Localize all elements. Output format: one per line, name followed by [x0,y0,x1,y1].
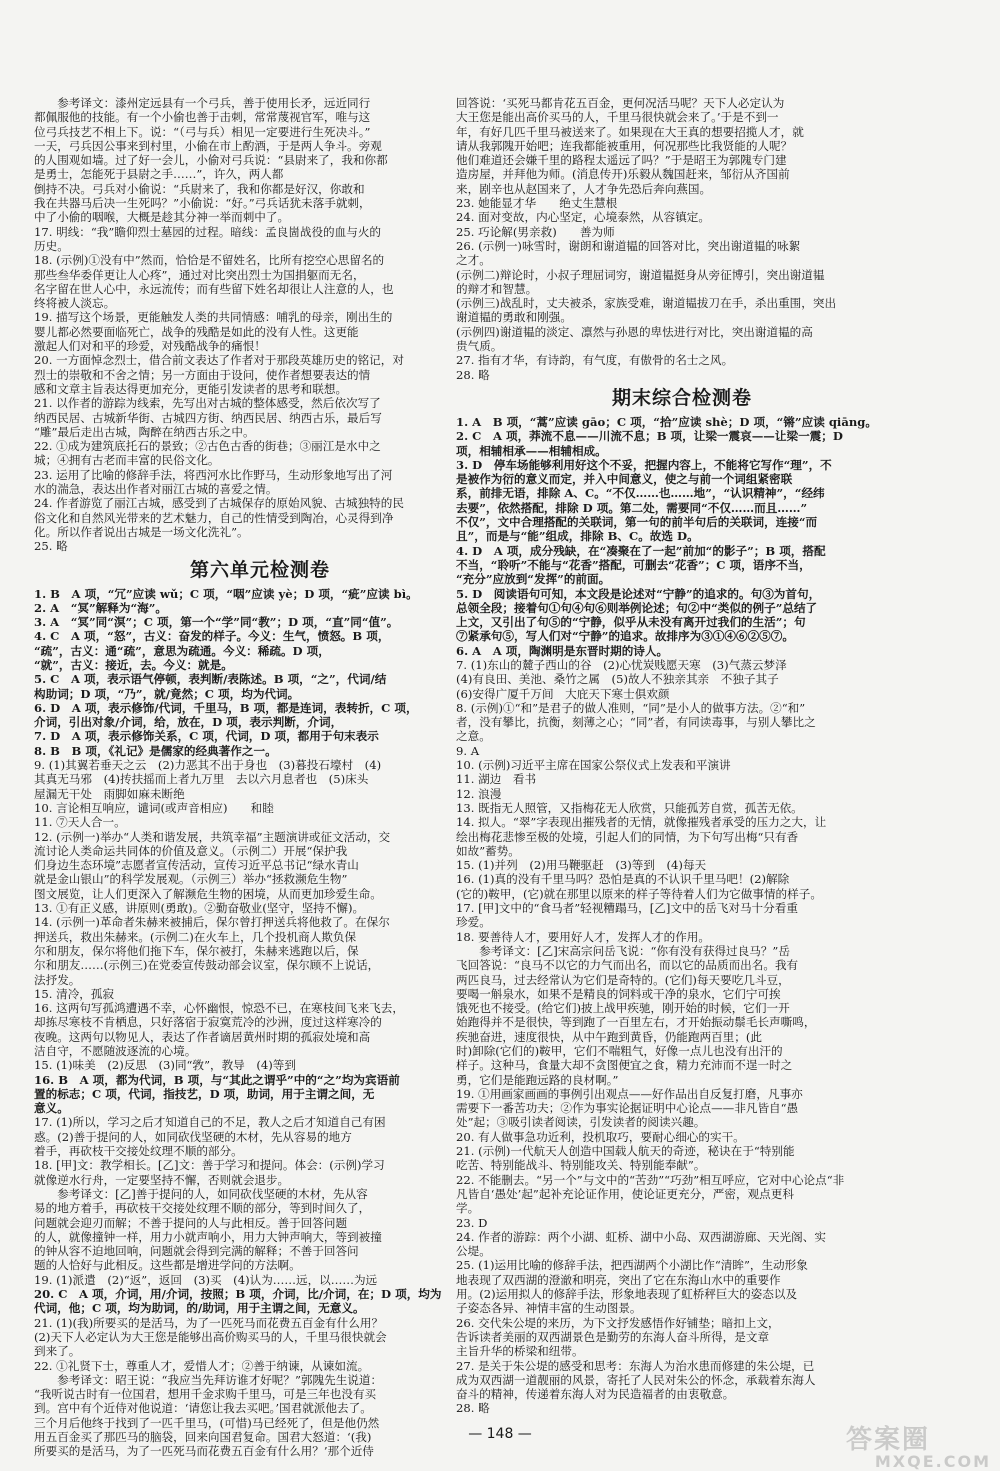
answer-line: 3. D 停车场能够利用好这个不妥，把握内容上，不能将它写作“理”，不 [456,457,832,472]
left-column [34,96,486,1459]
answer-line: 一天，弓兵因公事来到村里，小偷在市上酌酒，于是两人争斗。旁观 [34,138,382,153]
answer-line: 到。宫中有个近侍对他说道：‘请您让我去买吧。’国君就派他去了。 [34,1401,372,1416]
answer-line: 来，剧辛也从赵国来了，人才争先恐后奔向燕国。 [456,181,712,196]
answer-line: 16. (1)真的没有千里马吗？恐怕是真的不认识千里马吧！(2)解除 [456,872,790,887]
answer-line: (它的)鞍甲，(它)就在那里以原来的样子等待着人们为它做事情的样子。 [456,886,822,901]
answer-line: 纳西民居、古城新华街、古城四方街、纳西民居、纳西古乐，最后写 [34,410,382,425]
answer-line: 就是金山银山”的科学发展观。（示例三）举办“拯救濒危生物” [34,872,348,887]
answer-line: 28. 略 [456,1401,490,1416]
answer-line: 5. D 阅读语句可知，本文段是论述对“宁静”的追求的。句③为首句， [456,586,821,601]
answer-line: 12. 浪漫 [456,786,502,801]
answer-line: 26. (示例一)咏雪时，谢朗和谢道韫的回答对比，突出谢道韫的咏絮 [456,238,801,253]
answer-line: 16. B A 项，都为代词，B 项，与“其此之谓乎”中的“之”均为宾语前 [34,1072,400,1087]
answer-line: 图文展览，让人们更深入了解濒危生物的困境，从而更加珍爱生命。 [34,886,382,901]
answer-line: 子姿态各异、神情丰富的生动图景。 [456,1301,642,1316]
answer-line: 21. (示例)一代航天人创造中国载人航天的奇迹，秘诀在于“特别能 [456,1144,795,1159]
answer-line: 20. 一方面悼念烈士，借合前文表达了作者对于那段英雄历史的铭记，对 [34,353,404,368]
answer-line: 5. C A 项，表示语气停顿，表判断/表陈述。B 项，“之”，代词/结 [34,672,387,687]
answer-line: 24. 作者的游踪：两个小湖、虹桥、湖中小岛、双西湖游廊、天光阁、实 [456,1229,826,1244]
answer-line: 他们难道还会嫌千里的路程太遥远了吗？”于是昭王为郭隗专门建 [456,153,787,168]
section-heading: 期末综合检测卷 [611,386,752,409]
answer-line: 押送兵，救出朱赫来。(示例二)在火车上，几个投机商人欺负保 [34,929,357,944]
answer-line: 倒持不决。弓兵对小偷说：“兵尉来了，我和你都是好汉，你敢和 [34,181,365,196]
answer-line: 告诉读者美丽的双西湖景色是勤劳的东海人奋斗所得，是文章 [456,1329,770,1344]
answer-line: 题的人恰好与此相反。这些都是增进学问的方法啊。 [34,1258,301,1273]
answer-line: 所要买的是活马，为了一匹死马而花费五百金有什么用？’那个近侍 [34,1444,374,1459]
answer-line: 大王您是能出高价买马的人，千里马很快就会来了。’于是不到一 [456,110,779,125]
answer-line: 19. ①用画家画画的事例引出观点——好作品出自反复打磨，凡事亦 [456,1086,803,1101]
answer-line: 造房屋，并拜他为师。(消息传开)乐毅从魏国赶来，邹衍从齐国前 [456,167,790,182]
answer-line: 惑。(2)善于提问的人，如同砍伐坚硬的木材，先从容易的地方 [34,1129,352,1144]
answer-line: 问题就会迎刃而解；不善于提问的人与此相反。善于回答问题 [34,1215,348,1230]
answer-line: 就像逆水行舟，一定要坚持不懈，否则就会退步。 [34,1172,290,1187]
answer-line: 23. 她能显才华 绝丈生慧根 [456,196,618,211]
answer-line: 如故”蓄势。 [456,843,520,858]
answer-line: 不当，“聆听”不能与“花香”搭配，可删去“花香”；C 项，语序不当， [456,557,811,572]
answer-line: 之意。 [456,729,491,744]
answer-line: 27. 指有才华，有诗韵，有气度，有傲骨的名士之风。 [456,353,734,368]
answer-line: 23. D [456,1215,488,1230]
answer-line: 14. 拟人。“翠”字表现出摧残者的无情，就像摧残者承受的压力之大，让 [456,815,827,830]
answer-line: 9. (1)其翼若垂天之云 (2)力恶其不出于身也 (3)暮投石壕村 (4) [34,758,382,773]
answer-line: 吃苦、特别能战斗、特别能攻关、特别能奉献”。 [456,1158,706,1173]
answer-line: 10. 言论相互响应，谴词(或声音相应) 和睦 [34,800,274,815]
answer-line: 感和文章主旨表达得更加充分，更能引发读者的思考和联想。 [34,381,348,396]
answer-line: 15. (1)并列 (2)用马鞭驱赶 (3)等到 (4)每天 [456,858,707,873]
answer-line: 样子。这种马，食量大却不贪图便宜之食，精力充沛而不逞一时之 [456,1058,793,1073]
answer-line: 28. 略 [456,367,490,382]
page-number: — 148 — [468,1426,532,1442]
answer-line: 需要下一番苦功夫；②作为事实论据证明中心论点——非凡皆自“愚 [456,1101,799,1116]
answer-line: 主旨升华的桥梁和纽带。 [456,1344,584,1359]
answer-line: 24. 作者游览了丽江古城，感受到了古城保存的原始风貌、古城独特的民 [34,496,404,511]
answer-line: 15. 清冷，孤寂 [34,986,115,1001]
answer-line: 不仅”，文中合理搭配的关联词，第一句的前半句后的关联词，连接“而 [456,515,818,530]
answer-line: 4. D A 项，成分残缺，在“凑聚在了一起”前加“的影子”；B 项，搭配 [456,543,826,558]
answer-line: 4. C A 项，“怒”，古义：奋发的样子。今义：生气，愤怒。B 项， [34,629,390,644]
answer-line: 9. A [456,743,480,758]
answer-line: 婴儿都必然要面临死亡，战争的残酷是如此的没有人性。这更能 [34,324,359,339]
answer-line: 勇，它们是能跑远路的良材啊。” [456,1072,619,1087]
right-column [456,96,908,1416]
answer-line: 17. 明线：“我”瞻仰烈士墓园的过程。暗线：孟良崮战役的血与火的 [34,224,382,239]
answer-line: 18. [甲]文：教学相长。[乙]文：善于学习和提问。体会：(示例)学习 [34,1158,385,1173]
answer-line: 法抒发。 [34,972,81,987]
answer-line: 13. 既指无人照管，又指梅花无人欣赏，只能孤芳自赏，孤苦无依。 [456,800,803,815]
answer-line: 总领全段；接着句①句④句⑥则举例论述；句②中“类似的例子”总结了 [456,600,818,615]
answer-line: “雕”最后走出古城，陶醉在纳西古乐之中。 [34,424,255,439]
answer-line: 位弓兵技艺不相上下。说：“（弓与兵）相见一定要进行生死决斗。” [34,124,371,139]
answer-line: 流讨论人类命运共同体的价值及意义。（示例二）开展“保护我 [34,843,348,858]
answer-line: (示例二)辩论时，小叔子理屈词穷，谢道韫挺身从旁征博引，突出谢道韫 [456,267,825,282]
answer-line: 且”，而是与“能”组成，排除 B、C。故选 D。 [456,529,699,544]
answer-line: 用五百金买了那匹马的脑袋，回来向国君复命。国君大怒道：‘(我) [34,1430,372,1445]
answer-line: 激起人们对和平的珍爱，对残酷战争的痛恨！ [34,339,266,354]
answer-line: 疾驰奋进，速度很快，从中午跑到黄昏，仍能跑两百里；(此 [456,1029,762,1044]
answer-line: 25. 略 [34,539,68,554]
answer-line: 13. ①有正义感，讲原则(勇敢)。②勤奋敬业(坚守，坚持不懈)。 [34,901,365,916]
answer-line: 8. (示例)①“和”是君子的做人准则，“同”是小人的做事方法。②“和” [456,700,806,715]
answer-line: 22. ①成为建筑底托石的景致；②古色古香的街巷；③丽江是水中之 [34,439,381,454]
answer-line: 易的地方着手，再砍枝干交接处纹理不顺的部分，等到时间久了， [34,1201,371,1216]
answer-line: 都佩服他的技能。有一个小偷也善于击刺，常常蔑视官军，唯与这 [34,110,371,125]
answer-line: 绘出梅花悲惨至极的处境，引起人们的同情，为下句写出梅“只有香 [456,829,799,844]
answer-line: 14. (示例一)革命者朱赫来被捕后，保尔曾打押送兵将他救了。在保尔 [34,915,390,930]
answer-line: 19. 描写这个场景，更能触发人类的共同情感：哺乳的母亲，刚出生的 [34,310,393,325]
answer-line: 终将被人淡忘。 [34,296,116,311]
answer-line: 11. ⑦天人合一。 [34,815,126,830]
answer-line: 的人，就像撞钟一样，用力小就声响小，用力大钟声响大，等到被撞 [34,1229,382,1244]
answer-line: 22. 不能删去。“另一个”与文中的“苦劲”“巧劲”相互呼应，它对中心论点“非 [456,1172,845,1187]
answer-line: (6)安得广厦千万间 大庇天下寒士俱欢颜 [456,686,670,701]
answer-line: 11. 湖边 看书 [456,772,537,787]
answer-line: 构助词；D 项，“乃”，就/竟然；C 项，均为代词。 [34,686,300,701]
answer-line: 20. C A 项，介词，用/介词，按照；B 项，介词，比/介词，在；D 项，均为 [34,1287,442,1302]
answer-line: 21. 以作者的游踪为线索，先写出对古城的整体感受，然后依次写了 [34,396,381,411]
answer-line: 之才。 [456,253,491,268]
answer-line: 系，前排无语，排除 A、C。“不仅……也……地”，“认识精神”，“经纬 [456,486,825,501]
answer-line: 始跑得并不是很快，等到跑了一百里左右，才开始振动鬃毛长声嘶鸣， [456,1015,816,1030]
answer-line: 历史。 [34,238,69,253]
answer-line: 谢道韫的勇敢和刚强。 [456,310,572,325]
answer-line: 17. (1)所以，学习之后才知道自己的不足，教人之后才知道自己有困 [34,1115,386,1130]
answer-line: 19. (1)派遣 (2)“返”，返回 (3)买 (4)认为……远，以……为远 [34,1272,378,1287]
answer-line: 26. 交代朱公堤的来历，为下文抒发感悟作好铺垫；暗扣上文， [456,1315,780,1330]
answer-line: 的辩才和智慧。 [456,281,538,296]
answer-line: 12. (示例一)举办“人类和谐发展，共筑幸福”主题演讲或征文活动，交 [34,829,391,844]
answer-line: 公堤。 [456,1244,491,1259]
answer-line: 凡皆自‘愚处’起”起补充论证作用，使论证更充分，严密，观点更科 [456,1186,794,1201]
answer-line: 24. 面对变故，内心坚定，心境泰然，从容镇定。 [456,210,710,225]
answer-line: 的人围观如墙。过了好一会儿，小偷对弓兵说：“县尉来了，我和你都 [34,153,388,168]
answer-line: 意义。 [34,1101,69,1116]
answer-line: 7. D A 项，表示修饰关系，C 项，代词，D 项，都用于句末表示 [34,729,379,744]
answer-line: 请从我郭隗开始吧；连我都能被重用，何况那些比我贤能的人呢？ [456,138,793,153]
answer-line: 夜晚。这两句以物见人，表达了作者谪居黄州时期的孤寂处境和高 [34,1029,371,1044]
answer-line: 15. (1)味美 (2)反思 (3)同“敩”，教导 (4)等到 [34,1058,296,1073]
answer-line: 俗文化和自然风光带来的艺术魅力，自己的性情受到陶冶，心灵得到净 [34,510,394,525]
answer-line: “疏”，古义：通“疏”，意思为疏通。今义：稀疏。D 项， [34,643,330,658]
answer-line: 6. D A 项，表示修饰/代词，千里马，B 项，都是连词，表转折，C 项， [34,700,418,715]
answer-line: 置的标志；C 项，代词，指技艺，D 项，助词，用于主谓之间，无 [34,1086,375,1101]
answer-line: 的钟从容不迫地回响，问题就会得到完满的解释；不善于回答问 [34,1244,359,1259]
answer-line: 参考译文：[乙]善于提问的人，如同砍伐坚硬的木材，先从容 [34,1186,368,1201]
answer-line: 代词，他；C 项，均为助词，的/助词，用于主谓之间，无意义。 [34,1301,365,1316]
answer-line: (4)有良田、美池、桑竹之属 (5)故人不独亲其亲 不独子其子 [456,672,779,687]
answer-line: 们身边生态环境”志愿者宣传活动，宣传习近平总书记“绿水青山 [34,858,359,873]
answer-line: 饿死也不接受。(给它们)披上战甲疾驰，刚开始的时候，它们一开 [456,1001,790,1016]
answer-line: 时)卸除(它们的)鞍甲，它们不喘粗气，好像一点儿也没有出汗的 [456,1044,783,1058]
answer-line: 到来了。 [34,1344,81,1359]
answer-line: 屋漏无干处 雨脚如麻未断绝 [34,786,185,801]
answer-line: 处”起；③吸引读者阅读，引发读者的阅读兴趣。 [456,1115,706,1130]
section-heading: 第六单元检测卷 [189,558,330,581]
answer-line: 参考译文：漆州定远县有一个弓兵，善于使用长矛，远近同行 [34,96,371,110]
answer-line: 尔和朋友，保尔将他们拖下车，保尔被打，朱赫来逃跑以后，保 [34,943,359,958]
answer-line: 22. ①礼贤下士，尊重人才，爱惜人才；②善于纳谏，从谏如流。 [34,1358,370,1373]
answer-line: 参考译文：[乙]宋高宗问岳飞说：“你有没有获得过良马？”岳 [456,943,790,958]
answer-line: 其真无马邪 (4)抟扶摇而上者九万里 去以六月息者也 (5)床头 [34,772,369,787]
answer-line: 飞回答说：“良马不以它的力气而出名，而以它的品质而出名。我有 [456,958,799,973]
answer-line: 6. A A 项，陶渊明是东晋时期的诗人。 [456,643,669,658]
answer-line: “我听说古时有一位国君，想用千金求购千里马，可是三年也没有买 [34,1387,377,1402]
answer-line: 1. A B 项，“蒿”应读 gāo；C 项，“拾”应读 shè；D 项，“锵”应读 qiāng。 [456,414,877,429]
answer-line: 年，有好几匹千里马被送来了。如果现在大王真的想要招揽人才，就 [456,124,804,139]
answer-line: 我在共器马后决一生死吗？”小偷说：“好。”弓兵话犹未落手就刺， [34,196,371,211]
answer-line: “就”，古义：接近，去。今义：就是。 [34,657,233,672]
watermark-text: 答案圈 [846,1425,931,1455]
answer-line: 中了小偷的咽喉，大概是趁其分神一举而刺中了。 [34,210,290,225]
answer-line: (示例四)谢道韫的淡定、凛然与孙恩的卑怯进行对比，突出谢道韫的高 [456,324,813,339]
watermark-logo [846,1419,991,1471]
answer-line: 名字留在世人心中，永远流传；而有些留下姓名却很让人注意的人，也 [34,281,394,296]
answer-line: 者，没有攀比，抗衡，刻薄之心；“同”者，有同读毒事，与别人攀比之 [456,715,816,730]
answer-line: 18. 要善待人才，要用好人才，发挥人才的作用。 [456,929,710,944]
answer-line: 2. C A 项，莽流不息——川流不息；B 项，让梁一震哀——让梁一震；D [456,429,843,444]
answer-line: 珍爱。 [456,915,491,930]
answer-line: 参考译文：昭王说：“我应当先拜访谁才好呢？”郭隗先生说道： [34,1372,383,1387]
answer-line: 成为双西湖一道靓丽的风景，寄托了人民对朱公的怀念，承载着东海人 [456,1372,816,1387]
answer-line: 27. 是关于朱公堤的感受和思考：东海人为治水患而修建的朱公堤，已 [456,1358,815,1373]
answer-line: 18. (示例)①没有中”然而，恰恰是不留姓名，比所有挖空心思留名的 [34,253,385,268]
answer-line: (2)天下人必定认为大王您是能够出高价购买马的人，千里马很快就会 [34,1329,387,1344]
answer-line: 回答说：‘买死马都肯花五百金，更何况活马呢？天下人必定认为 [456,96,785,110]
answer-line: 2. A “冥”解释为“海”。 [34,600,167,615]
answer-line: 是勇士，怎能死于县尉之手……”，许久，两人都 [34,167,284,182]
answer-line: 洁自守，不愿随波逐流的心境。 [34,1044,197,1058]
answer-line: 两匹良马，过去经常认为它们是奇特的。(它们)每天要吃几斗豆， [456,972,790,987]
answer-line: 7. (1)东山的麓子西山的谷 (2)心忧炭贱愿天寒 (3)气蒸云梦泽 [456,657,787,672]
answer-line: 化。所以作者说出古城是一场文化洗礼”。 [34,524,249,539]
answer-line: 23. 运用了比喻的修辞手法，将西河水比作野马，生动形象地写出了河 [34,467,393,482]
answer-line: 介词，引出对象/介词，给，放在，D 项，表示判断，介词， [34,715,343,730]
answer-line: 贵气质。 [456,339,503,354]
answer-line: 上文，又引出了句⑤的“宁静，似乎从未没有离开过我们的生活”；句 [456,615,806,630]
answer-line: 却拣尽寒枝不肯栖息，只好落宿于寂寞荒冷的沙洲，度过这样寒冷的 [34,1015,382,1030]
answer-line: 奋斗的精神，传递着东海人对为民造福者的由衷敬意。 [456,1387,735,1402]
answer-line: “充分”应放到“发挥”的前面。 [456,572,611,587]
answer-line: 是被作为衍的意义而定，并入中间意义，使之与前一个词组紧密联 [456,472,793,487]
answer-line: 地表现了双西湖的澄澈和明亮，突出了它在东海山水中的重要作 [456,1272,781,1287]
answer-line: 25. 巧论解(男亲救) 善为师 [456,224,615,239]
answer-line: 17. [甲]文中的“食马者”轻视糟蹋马，[乙]文中的岳飞对马十分看重 [456,901,798,916]
answer-line: 1. B A 项，“冗”应读 wǔ；C 项，“咽”应读 yè；D 项，“疵”应读 bì。 [34,586,418,601]
answer-line: 去要”，依然搭配，排除 D 项。第二处，需要同“不仅……而且……” [456,500,808,515]
answer-line: 3. A “冥”同“溟”；C 项，第一个“学”同“教”；D 项，“直”同“值”。 [34,615,399,630]
answer-line: 20. 有人做事急功近利，投机取巧，要耐心细心的实干。 [456,1129,745,1144]
answer-line: 25. (1)运用比喻的修辞手法，把西湖两个小湖比作“清眸”，生动形象 [456,1258,808,1273]
watermark-url: MXQE.COM [874,1452,991,1471]
answer-line: 尔和朋友……(示例三)在党委宣传鼓动部会议室，保尔顾不上说话， [34,958,380,973]
answer-line: 那些叁华委佯更让人心疼”，通过对比突出烈士为国捐躯而无名， [34,267,365,282]
answer-line: 着手，再砍枝干交接处纹理不顺的部分。 [34,1144,243,1159]
answer-line: 城；④拥有古老而丰富的民俗文化。 [34,453,220,468]
answer-line: 8. B B 项，《礼记》是儒家的经典著作之一。 [34,743,277,758]
answer-line: 21. (1)(我)所要买的是活马，为了一匹死马而花费五百金有什么用？ [34,1315,384,1330]
answer-line: 项，相辅相承——相辅相成。 [456,443,607,458]
answer-line: 三个月后他终于找到了一匹千里马，(可惜)马已经死了，但是他仍然 [34,1415,380,1430]
answer-line: 学。 [456,1201,480,1216]
answer-line: 要喝一斛泉水，如果不是精良的饲料或干净的泉水，它们宁可挨 [456,986,781,1001]
answer-line: 烈士的崇敬和不舍之情；另一方面由于设问，使作者想要表达的情 [34,367,371,382]
answer-line: (示例三)战乱时，丈夫被杀，家族受难，谢道韫拔刀在手，杀出重围，突出 [456,296,837,311]
answer-line: 10. (示例)习近平主席在国家公祭仪式上发表和平演讲 [456,758,731,773]
answer-line: 水的湍急，表达出作者对丽江古城的喜爱之情。 [34,482,278,497]
answer-line: 用。(2)运用拟人的修辞手法，形象地表现了虹桥秤巨大的姿态以及 [456,1287,798,1302]
answer-line: 16. 这两句写孤鸿遭遇不幸，心怀幽恨，惊恐不已，在寒枝间飞来飞去， [34,1001,404,1016]
answer-line: ⑦紧承句⑤，写人们对“宁静”的追求。故排序为③①④⑥②⑤⑦。 [456,629,794,644]
